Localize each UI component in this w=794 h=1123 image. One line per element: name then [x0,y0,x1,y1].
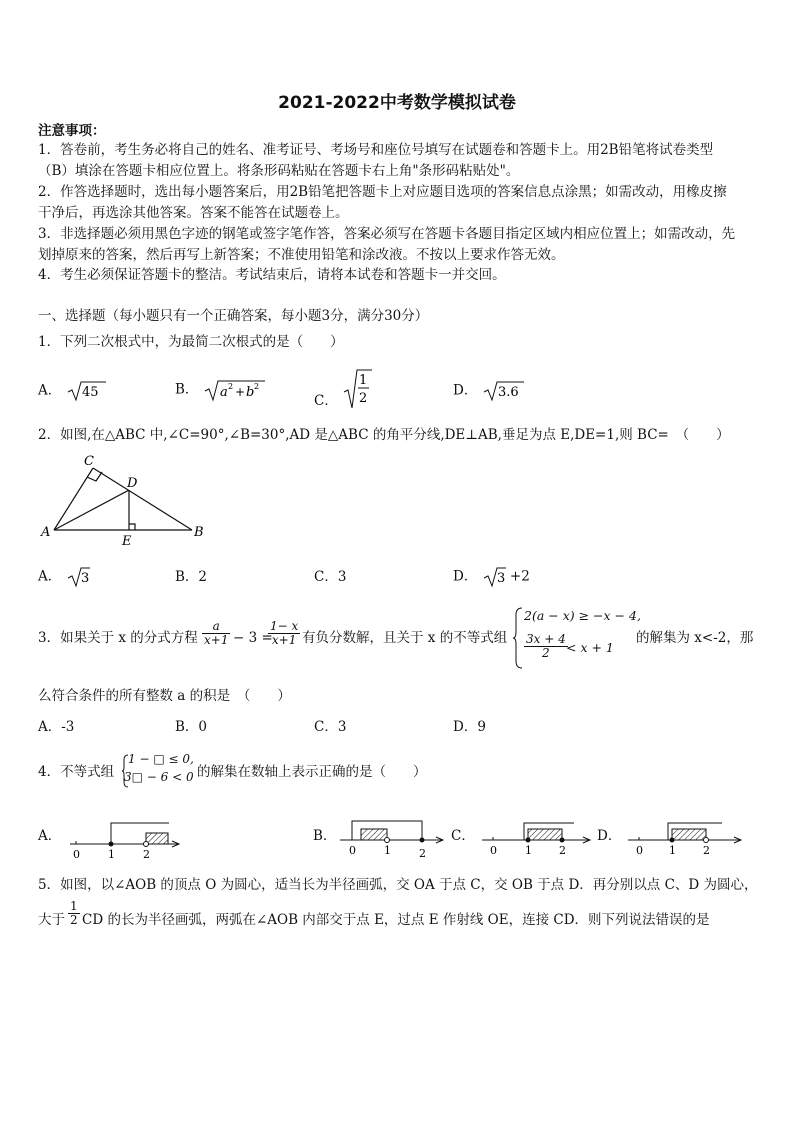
q4-system-line-2: 3□ − 6 < 0 [124,770,194,784]
q1-option-b-radical [203,378,265,402]
q3-sys-frac-den: 2 [542,646,550,660]
q1-option-d-radicand: 3.6 [497,385,519,400]
q4-b-tick-1: 1 [384,844,391,857]
q1-option-c [314,368,372,410]
q2-option-d-radicand: 3 [496,571,505,586]
q3-option-c: C．3 [314,719,347,735]
q3-system-line-2-tail: < x + 1 [566,640,614,655]
q1-option-b-b: b [245,385,255,400]
q1-option-a [38,380,106,402]
q3-stem-post: 的解集为 x<-2，那 [636,630,754,646]
q4-d-tick-0: 0 [636,844,643,857]
q4-a-tick-2: 2 [143,848,150,861]
q2-option-d-label: D． [453,568,478,585]
q2-label-c: C [84,454,94,469]
q3-option-b: B．0 [175,719,208,735]
notice-line-7: 4．考生必须保证答题卡的整洁。考试结束后，请将本试卷和答题卡一并交回。 [38,267,506,283]
q2-option-a [38,566,90,588]
q1-option-c-label: C． [314,392,338,409]
q2-option-d-radical [482,566,506,588]
section-heading: 一、选择题（每小题只有一个正确答案，每小题3分，满分30分） [38,308,429,324]
q4-option-c-numberline [478,815,593,861]
q5-line-1: 5．如图，以∠AOB 的顶点 O 为圆心，适当长为半径画弧，交 OA 于点 C，交 OB 于点 D．再分别以点 C、D 为圆心， [38,877,758,893]
notice-line-4: 干净后，再选涂其他答案。答案不能答在试题卷上。 [38,205,349,221]
q3-stem-mid: 有负分数解，且关于 x 的不等式组 [302,630,508,646]
q3-frac-b-num: 1− x [270,619,299,633]
question-2-stem: 2．如图,在△ABC 中,∠C=90°,∠B=30°,AD 是△ABC 的角平分线,DE⊥AB,垂足为点 E,DE=1,则 BC= （ ） [38,427,730,443]
q3-eq-minus3: − 3 = [233,630,273,646]
q3-system-brace [512,607,524,669]
q3-fraction-b [268,620,300,647]
q1-option-b-label: B． [175,381,199,398]
q5-half-den: 2 [70,913,78,927]
notice-line-2: （B）填涂在答题卡相应位置上。将条形码粘贴在答题卡右上角"条形码粘贴处"。 [38,163,520,179]
q3-option-d: D．9 [453,719,486,735]
q2-option-a-radical [66,566,90,588]
q4-option-a-numberline [62,815,187,861]
q2-label-a: A [41,525,51,540]
q5-line-2-post: CD 的长为半径画弧，两弧在∠AOB 内部交于点 E，过点 E 作射线 OE，连接 CD．则下列说法错误的是 [82,912,710,928]
q4-b-tick-0: 0 [349,844,356,857]
q2-option-d-suffix: +2 [509,568,530,585]
q4-option-b-numberline [336,815,446,861]
q2-label-e: E [122,534,132,549]
q4-a-tick-1: 1 [108,848,115,861]
q2-option-b: B．2 [175,569,208,585]
q4-option-c-label: C． [451,828,475,844]
q3-stem-line-2: 么符合条件的所有整数 a 的积是 （ ） [38,688,291,704]
q1-option-d [453,380,524,402]
q1-option-d-radical [482,380,524,402]
q3-option-a: A．-3 [38,719,75,735]
q5-line-2-pre: 大于 [38,912,65,928]
notice-line-3: 2．作答选择题时，选出每小题答案后，用2B铅笔把答题卡上对应题目选项的答案信息点涂黑；如需改动，用橡皮擦 [38,184,727,200]
notice-heading: 注意事项： [38,123,106,139]
q3-frac-b-den: x+1 [271,633,297,647]
q4-b-tick-2: 2 [419,847,426,860]
q4-a-tick-0: 0 [73,848,80,861]
q1-option-b [175,378,265,402]
q4-option-d-label: D． [597,828,622,844]
q5-half-fraction [68,900,80,927]
q1-option-b-a: a [219,385,228,400]
q4-stem-pre: 4．不等式组 [38,764,115,780]
notice-line-6: 划掉原来的答案，然后再写上新答案；不准使用铅笔和涂改液。不按以上要求作答无效。 [38,247,565,263]
q1-option-d-label: D． [453,382,478,399]
q2-option-d [453,566,530,588]
q1-option-a-radical [66,380,106,402]
page-title: 2021-2022中考数学模拟试卷 [278,93,516,113]
q3-frac-a-den: x+1 [204,633,229,647]
q3-system-fraction [524,633,568,660]
q4-c-tick-0: 0 [490,844,497,857]
q5-half-num: 1 [70,899,78,913]
q1-option-c-den: 2 [359,391,368,406]
q1-option-b-exp-a: 2 [227,382,233,391]
q4-option-a-label: A． [38,828,62,844]
q4-d-tick-1: 1 [669,844,676,857]
q1-option-b-plus: + [234,385,245,399]
q1-option-c-radical [342,368,372,410]
question-1-stem: 1．下列二次根式中，为最简二次根式的是（ ） [38,334,344,350]
q3-fraction-a [202,620,230,647]
q2-triangle-figure [36,450,216,550]
q1-option-c-num: 1 [359,373,368,388]
q1-option-b-exp-b: 2 [253,382,259,391]
q4-c-tick-1: 1 [525,844,532,857]
q4-option-b-label: B． [313,828,337,844]
q2-option-a-radicand: 3 [80,571,89,586]
q3-frac-a-num: a [202,620,230,634]
q1-option-a-label: A． [38,382,62,399]
q4-c-tick-2: 2 [559,844,566,857]
q3-stem-pre: 3．如果关于 x 的分式方程 [38,630,198,646]
notice-line-1: 1．答卷前，考生务必将自己的姓名、准考证号、考场号和座位号填写在试题卷和答题卡上。用2B铅笔将试卷类型 [38,142,714,158]
q4-d-tick-2: 2 [703,844,710,857]
q2-option-c: C．3 [314,569,347,585]
q2-label-b: B [194,525,204,540]
q2-option-a-label: A． [38,568,62,585]
q4-system-line-1: 1 − □ ≤ 0, [128,752,194,766]
q3-system-line-1: 2(a − x) ≥ −x − 4, [524,608,641,623]
q2-label-d: D [127,476,138,491]
q3-sys-frac-num: 3x + 4 [526,632,566,646]
q4-option-d-numberline [624,815,744,861]
q1-option-a-radicand: 45 [81,385,99,400]
notice-line-5: 3．非选择题必须用黑色字迹的钢笔或签字笔作答，答案必须写在答题卡各题目指定区域内相应位置上；如需改动，先 [38,226,736,242]
q4-stem-post: 的解集在数轴上表示正确的是（ ） [197,764,427,780]
